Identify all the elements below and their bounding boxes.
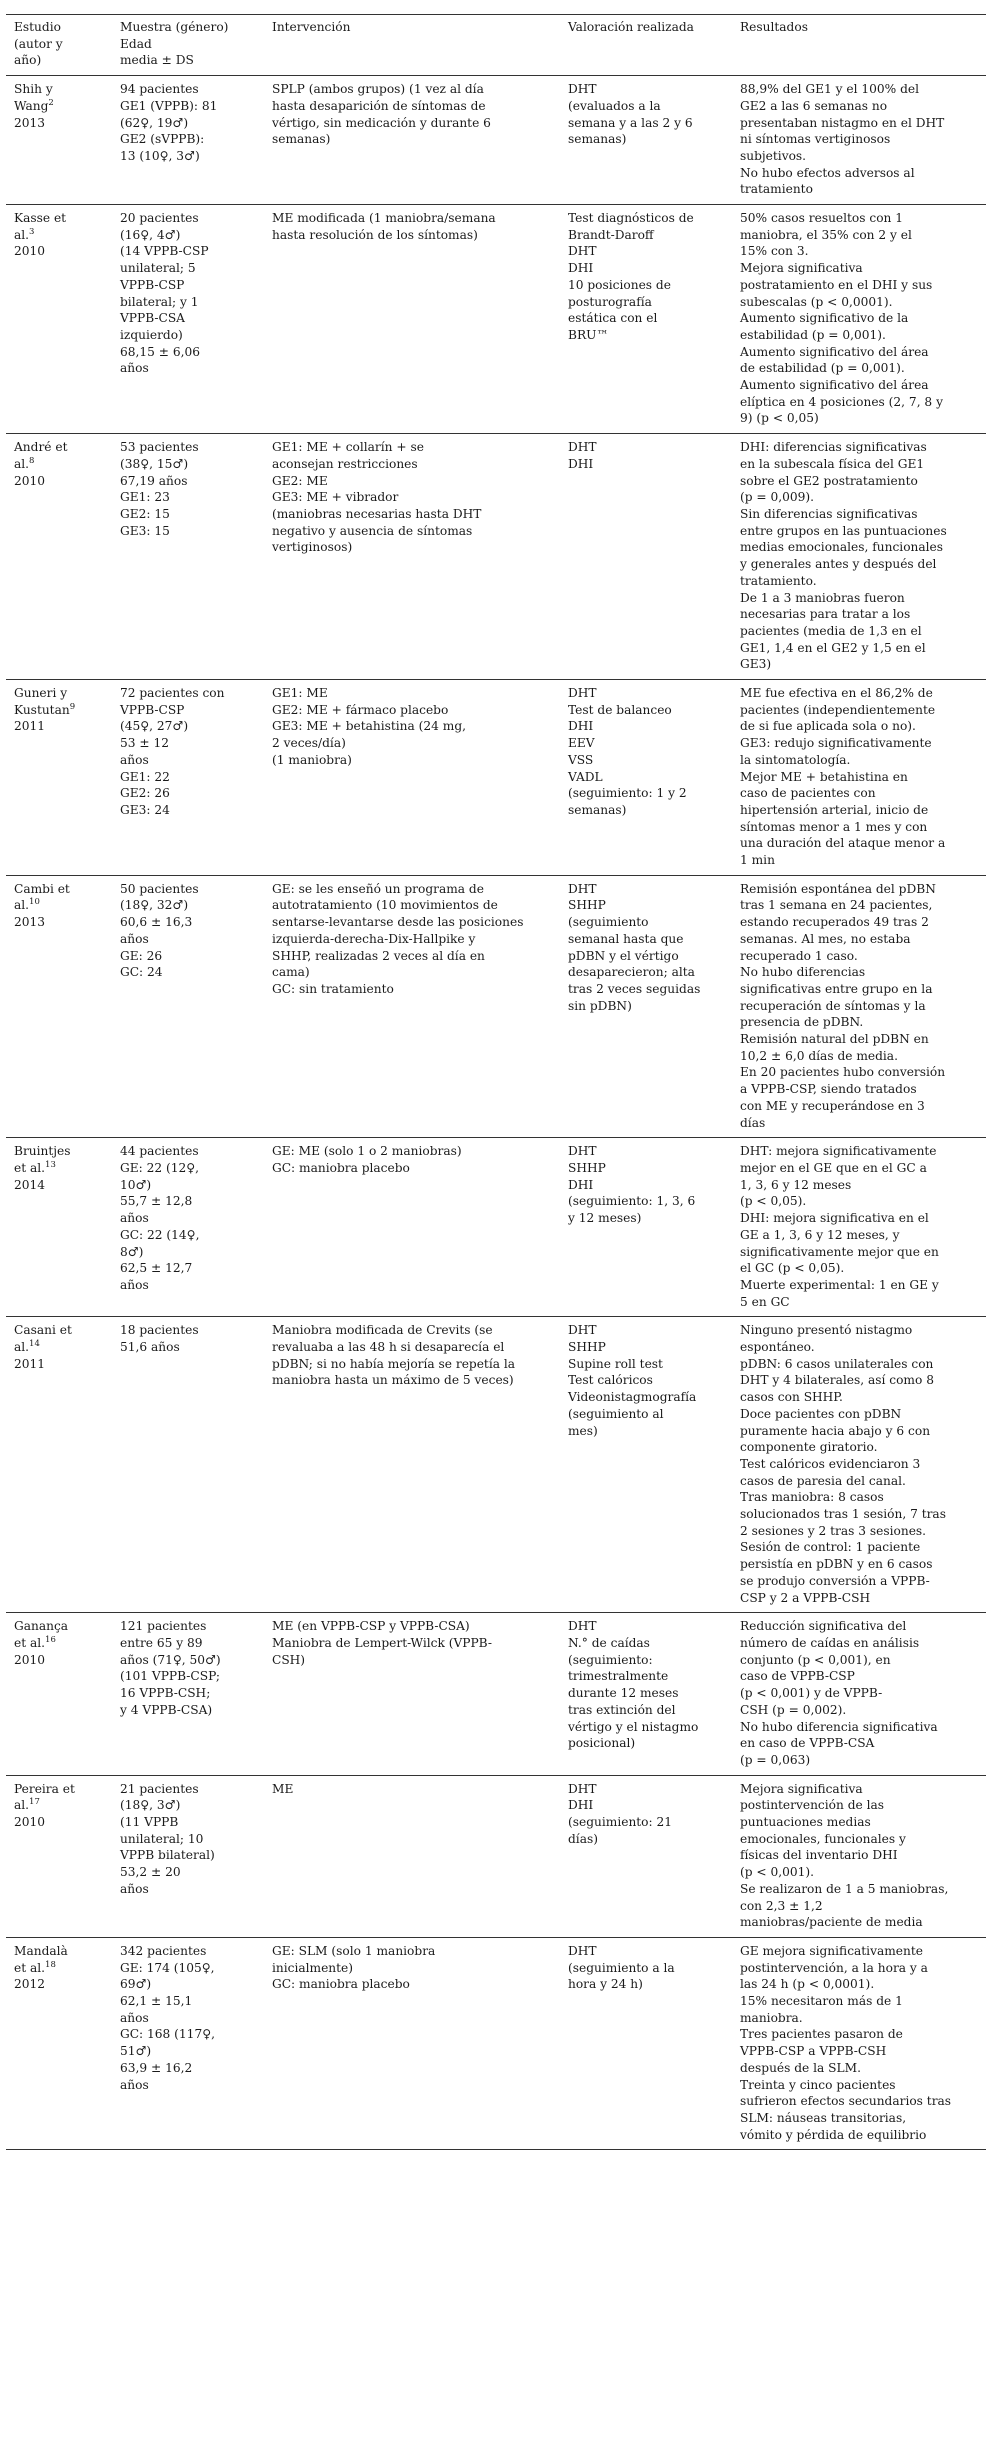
study-author: Kasse et al. <box>14 211 67 242</box>
study-cell <box>6 76 112 205</box>
study-cell <box>6 434 112 680</box>
table-row <box>6 1138 986 1317</box>
sample-cell: 72 pacientes con VPPB-CSP (45♀, 27♂) 53 ± 12 años GE1: 22 GE2: 26 GE3: 24 <box>120 686 225 817</box>
study-cell <box>6 1937 112 2149</box>
table-body <box>6 76 986 2150</box>
results-cell: 88,9% del GE1 y el 100% del GE2 a las 6 semanas no presentaban nistagmo en el DHT ni síntomas vertiginosos subjetivos. No hubo efectos adversos al tratamiento <box>740 82 945 197</box>
sample-cell: 121 pacientes entre 65 y 89 años (71♀, 50♂) (101 VPPB-CSP; 16 VPPB-CSH; y 4 VPPB-CSA) <box>120 1619 221 1717</box>
study-reference: 3 <box>29 226 35 237</box>
assessment-cell: DHT (evaluados a la semana y a las 2 y 6 semanas) <box>568 82 693 147</box>
study-cell <box>6 875 112 1138</box>
table-row <box>6 1937 986 2149</box>
intervention-cell: GE1: ME GE2: ME + fármaco placebo GE3: ME + betahistina (24 mg, 2 veces/día) (1 maniobra) <box>272 686 467 767</box>
header-study: Estudio (autor y año) <box>14 20 63 68</box>
results-cell: DHI: diferencias significativas en la subescala física del GE1 sobre el GE2 postratamiento (p = 0,009). Sin diferencias significativas entre grupos en las puntuaciones medias emocionales, funcionales y generales antes y después del tratamiento. De 1 a 3 maniobras fueron necesarias para tratar a los pacientes (media de 1,3 en el GE1, 1,4 en el GE2 y 1,5 en el GE3) <box>740 440 947 672</box>
intervention-cell: GE: SLM (solo 1 maniobra inicialmente) GC: maniobra placebo <box>272 1943 436 1992</box>
study-author: Ganança et al. <box>14 1619 69 1650</box>
intervention-cell: SPLP (ambos grupos) (1 vez al día hasta desaparición de síntomas de vértigo, sin medicación y durante 6 semanas) <box>272 82 491 147</box>
study-reference: 16 <box>45 1634 56 1645</box>
header-sample: Muestra (género) Edad media ± DS <box>120 20 229 68</box>
study-year: 2012 <box>14 1977 46 1992</box>
study-reference: 13 <box>45 1159 56 1170</box>
study-year: 2010 <box>14 1815 46 1830</box>
header-intervention: Intervención <box>272 20 351 34</box>
study-year: 2010 <box>14 1652 46 1667</box>
header-assessment: Valoración realizada <box>568 20 694 34</box>
study-cell <box>6 1138 112 1317</box>
intervention-cell: GE: ME (solo 1 o 2 maniobras) GC: maniobra placebo <box>272 1144 462 1175</box>
results-cell: Mejora significativa postintervención de las puntuaciones medias emocionales, funcionales y físicas del inventario DHI (p < 0,001). Se realizaron de 1 a 5 maniobras, con 2,3 ± 1,2 maniobras/paciente de media <box>740 1781 949 1930</box>
study-reference: 17 <box>29 1797 40 1808</box>
study-cell <box>6 680 112 876</box>
assessment-cell: DHT DHI (seguimiento: 21 días) <box>568 1781 673 1846</box>
assessment-cell: DHT N.° de caídas (seguimiento: trimestralmente durante 12 meses tras extinción del vértigo y el nistagmo posicional) <box>568 1619 699 1751</box>
sample-cell: 44 pacientes GE: 22 (12♀, 10♂) 55,7 ± 12,8 años GC: 22 (14♀, 8♂) 62,5 ± 12,7 años <box>120 1144 200 1292</box>
study-year: 2010 <box>14 244 46 259</box>
assessment-cell: DHT SHHP Supine roll test Test calóricos Videonistagmografía (seguimiento al mes) <box>568 1323 697 1438</box>
results-cell: 50% casos resueltos con 1 maniobra, el 35% con 2 y el 15% con 3. Mejora significativa postratamiento en el DHI y sus subescalas (p < 0,0001). Aumento significativo de la estabilidad (p = 0,001). Aumento significativo del área de estabilidad (p = 0,001). Aumento significativo del área elíptica en 4 posiciones (2, 7, 8 y 9) (p < 0,05) <box>740 211 943 426</box>
study-reference: 2 <box>48 97 54 108</box>
study-year: 2014 <box>14 1177 46 1192</box>
table-row <box>6 76 986 205</box>
study-reference: 8 <box>29 455 35 466</box>
table-row <box>6 1775 986 1937</box>
study-cell <box>6 1613 112 1775</box>
assessment-cell: DHT Test de balanceo DHI EEV VSS VADL (seguimiento: 1 y 2 semanas) <box>568 686 687 817</box>
sample-cell: 50 pacientes (18♀, 32♂) 60,6 ± 16,3 años GE: 26 GC: 24 <box>120 881 199 980</box>
intervention-cell: GE1: ME + collarín + se aconsejan restricciones GE2: ME GE3: ME + vibrador (maniobras necesarias hasta DHT negativo y ausencia de síntomas vertiginosos) <box>272 440 482 555</box>
sample-cell: 94 pacientes GE1 (VPPB): 81 (62♀, 19♂) GE2 (sVPPB): 13 (10♀, 3♂) <box>120 82 218 163</box>
assessment-cell: DHT SHHP (seguimiento semanal hasta que pDBN y el vértigo desaparecieron; alta tras 2 veces seguidas sin pDBN) <box>568 881 701 1013</box>
assessment-cell: Test diagnósticos de Brandt-Daroff DHT DHI 10 posiciones de posturografía estática con el BRU™ <box>568 211 694 342</box>
results-cell: GE mejora significativamente postintervención, a la hora y a las 24 h (p < 0,0001). 15% necesitaron más de 1 maniobra. Tres pacientes pasaron de VPPB-CSP a VPPB-CSH después de la SLM. Treinta y cinco pacientes sufrieron efectos secundarios tras SLM: náuseas transitorias, vómito y pérdida de equilibrio <box>740 1943 952 2142</box>
intervention-cell: GE: se les enseñó un programa de autotratamiento (10 movimientos de sentarse-levantarse desde las posiciones izquierda-derecha-Dix-Hallpike y SHHP, realizadas 2 veces al día en cama) GC: sin tratamiento <box>272 881 524 996</box>
study-year: 2011 <box>14 1356 46 1371</box>
study-reference: 9 <box>69 701 76 712</box>
results-cell: Reducción significativa del número de caídas en análisis conjunto (p < 0,001), en caso de VPPB-CSP (p < 0,001) y de VPPB- CSH (p = 0,002). No hubo diferencia significativa en caso de VPPB-CSA (p = 0,063) <box>740 1619 938 1767</box>
study-author: Casani et al. <box>14 1323 72 1355</box>
results-cell: ME fue efectiva en el 86,2% de pacientes (independientemente de si fue aplicada sola o no). GE3: redujo significativamente la sintomatología. Mejor ME + betahistina en caso de pacientes con hipertensión arterial, inicio de síntomas menor a 1 mes y con una duración del ataque menor a 1 min <box>740 686 946 868</box>
study-year: 2010 <box>14 473 46 488</box>
study-year: 2013 <box>14 915 46 930</box>
study-author: Guneri y Kustutan <box>14 686 70 717</box>
sample-cell: 18 pacientes 51,6 años <box>120 1323 199 1355</box>
study-author: Bruintjes et al. <box>14 1144 71 1175</box>
study-cell <box>6 1317 112 1613</box>
study-year: 2011 <box>14 719 46 734</box>
table-row <box>6 1317 986 1613</box>
table-row <box>6 434 986 680</box>
table-header <box>6 15 986 76</box>
table-row <box>6 205 986 434</box>
study-reference: 18 <box>45 1959 56 1970</box>
study-reference: 14 <box>29 1338 40 1349</box>
header-row <box>6 15 986 76</box>
study-author: Pereira et al. <box>14 1781 75 1813</box>
study-author: Shih y Wang <box>14 82 53 113</box>
assessment-cell: DHT DHI <box>568 440 597 471</box>
header-results: Resultados <box>740 20 808 34</box>
intervention-cell: ME <box>272 1781 294 1796</box>
sample-cell: 342 pacientes GE: 174 (105♀, 69♂) 62,1 ± 15,1 años GC: 168 (117♀, 51♂) 63,9 ± 16,2 años <box>120 1943 215 2092</box>
study-year: 2013 <box>14 115 46 130</box>
assessment-cell: DHT (seguimiento a la hora y 24 h) <box>568 1943 675 1992</box>
sample-cell: 21 pacientes (18♀, 3♂) (11 VPPB unilateral; 10 VPPB bilateral) 53,2 ± 20 años <box>120 1781 215 1896</box>
table-row <box>6 1613 986 1775</box>
study-author: Mandalà et al. <box>14 1943 68 1975</box>
intervention-cell: ME modificada (1 maniobra/semana hasta resolución de los síntomas) <box>272 211 496 242</box>
assessment-cell: DHT SHHP DHI (seguimiento: 1, 3, 6 y 12 meses) <box>568 1144 696 1226</box>
intervention-cell: ME (en VPPB-CSP y VPPB-CSA) Maniobra de Lempert-Wilck (VPPB- CSH) <box>272 1619 492 1667</box>
sample-cell: 20 pacientes (16♀, 4♂) (14 VPPB-CSP unilateral; 5 VPPB-CSP bilateral; y 1 VPPB-CSA izquierdo) 68,15 ± 6,06 años <box>120 211 209 376</box>
study-cell <box>6 1775 112 1937</box>
study-author: Cambi et al. <box>14 881 70 913</box>
results-cell: Remisión espontánea del pDBN tras 1 semana en 24 pacientes, estando recuperados 49 tras 2 semanas. Al mes, no estaba recuperado 1 caso. No hubo diferencias significativas entre grupo en la recuperación de síntomas y la presencia de pDBN. Remisión natural del pDBN en 10,2 ± 6,0 días de media. En 20 pacientes hubo conversión a VPPB-CSP, siendo tratados con ME y recuperándose en 3 días <box>740 881 946 1130</box>
sample-cell: 53 pacientes (38♀, 15♂) 67,19 años GE1: 23 GE2: 15 GE3: 15 <box>120 440 199 538</box>
studies-table <box>6 14 986 2150</box>
study-cell <box>6 205 112 434</box>
results-cell: Ninguno presentó nistagmo espontáneo. pDBN: 6 casos unilaterales con DHT y 4 bilaterales, así como 8 casos con SHHP. Doce pacientes con pDBN puramente hacia abajo y 6 con componente giratorio. Test calóricos evidenciaron 3 casos de paresia del canal. Tras maniobra: 8 casos solucionados tras 1 sesión, 7 tras 2 sesiones y 2 tras 3 sesiones. Sesión de control: 1 paciente persistía en pDBN y en 6 casos se produjo conversión a VPPB- CSP y 2 a VPPB-CSH <box>740 1323 946 1605</box>
study-reference: 10 <box>29 897 40 908</box>
table-row <box>6 875 986 1138</box>
intervention-cell: Maniobra modificada de Crevits (se revaluaba a las 48 h si desaparecía el pDBN; si no había mejoría se repetía la maniobra hasta un máximo de 5 veces) <box>272 1323 516 1388</box>
table-row <box>6 680 986 876</box>
results-cell: DHT: mejora significativamente mejor en el GE que en el GC a 1, 3, 6 y 12 meses (p < 0,05). DHI: mejora significativa en el GE a 1, 3, 6 y 12 meses, y significativamente mejor que en el GC (p < 0,05). Muerte experimental: 1 en GE y 5 en GC <box>740 1144 939 1309</box>
study-author: André et al. <box>14 440 68 471</box>
